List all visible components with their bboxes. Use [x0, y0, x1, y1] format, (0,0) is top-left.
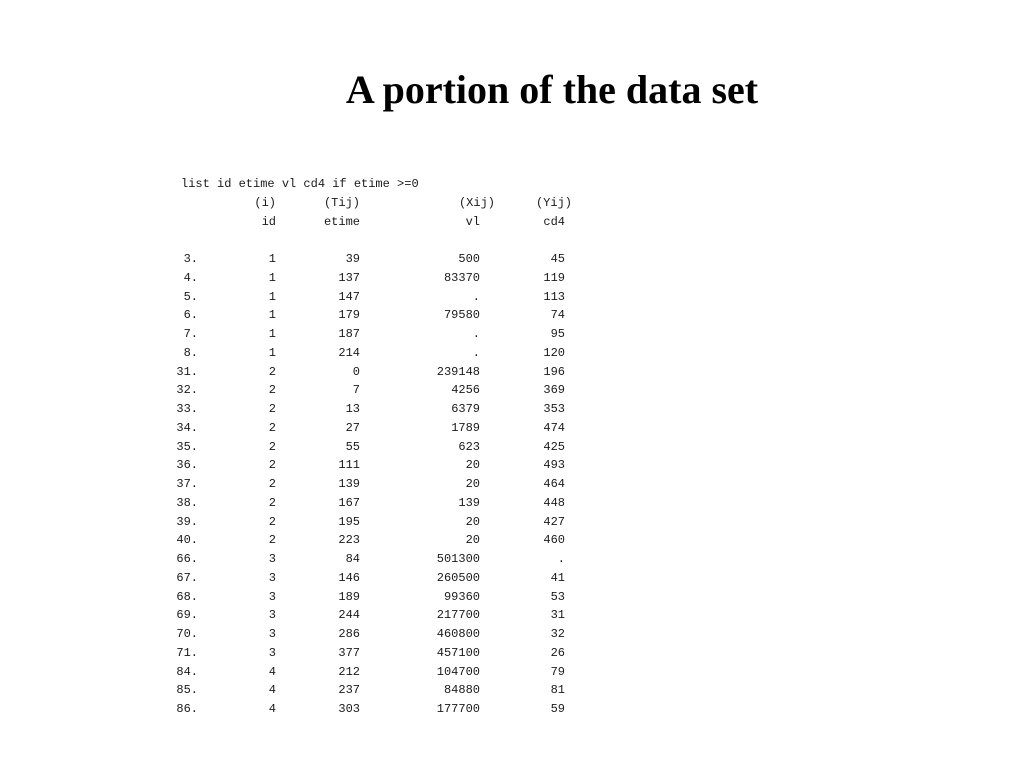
row-etime: 55	[345, 439, 360, 454]
row-etime: 286	[338, 627, 360, 641]
row-obs-number: 68.	[176, 589, 198, 604]
row-etime: 137	[338, 270, 360, 285]
row-id: 4	[268, 702, 276, 716]
row-id: 2	[268, 458, 276, 473]
row-cd4: 119	[543, 270, 565, 285]
row-etime: 187	[338, 327, 360, 341]
row-vl: 501300	[436, 552, 480, 566]
row-id: 3	[268, 552, 276, 566]
row-obs-number: 35.	[176, 439, 198, 454]
row-cd4: 425	[543, 439, 565, 454]
table-row	[0, 456, 600, 474]
row-vl: 500	[458, 252, 480, 266]
row-obs-number: 33.	[176, 402, 198, 416]
row-id: 1	[268, 327, 276, 341]
table-row	[0, 475, 600, 493]
row-vl: 623	[458, 439, 480, 454]
row-cd4: 460	[543, 533, 565, 548]
row-id: 3	[268, 589, 276, 604]
row-vl: 104700	[436, 664, 480, 679]
row-etime: 0	[352, 364, 360, 379]
row-vl: 4256	[451, 383, 480, 398]
row-vl: 1789	[451, 420, 480, 435]
row-etime: 139	[338, 477, 360, 491]
row-obs-number: 38.	[176, 495, 198, 510]
table-row	[0, 569, 600, 587]
row-obs-number: 8.	[183, 345, 198, 360]
header-etime-notation: (Tij)	[323, 196, 360, 210]
table-row	[0, 606, 600, 624]
row-id: 2	[268, 402, 276, 416]
header-vl-notation: (Xij)	[458, 196, 495, 210]
row-cd4: 53	[550, 589, 565, 604]
row-vl: 457100	[436, 645, 480, 660]
row-cd4: 32	[550, 627, 565, 641]
row-vl: 460800	[436, 627, 480, 641]
table-row	[0, 588, 600, 606]
header-cd4: cd4	[543, 215, 565, 229]
row-cd4: 81	[550, 683, 565, 698]
row-obs-number: 36.	[176, 458, 198, 473]
row-id: 2	[268, 439, 276, 454]
row-obs-number: 6.	[183, 308, 198, 323]
row-id: 2	[268, 477, 276, 491]
row-obs-number: 37.	[176, 477, 198, 491]
slide-title: A portion of the data set	[345, 67, 759, 112]
row-cd4: 196	[543, 364, 565, 379]
row-vl: 217700	[436, 608, 480, 623]
row-cd4: 493	[543, 458, 565, 473]
table-row	[0, 363, 600, 381]
row-etime: 27	[345, 420, 360, 435]
header-row-varnames	[0, 213, 600, 231]
row-cd4: 74	[550, 308, 565, 323]
header-id-notation: (i)	[254, 196, 276, 210]
row-vl: 177700	[436, 702, 480, 716]
table-row	[0, 288, 600, 306]
header-etime: etime	[323, 215, 360, 229]
row-etime: 13	[345, 402, 360, 416]
table-row	[0, 344, 600, 362]
row-vl: 20	[465, 514, 480, 529]
row-etime: 244	[338, 608, 360, 623]
row-etime: 147	[338, 289, 360, 304]
header-id: id	[261, 215, 276, 229]
row-etime: 223	[338, 533, 360, 548]
row-obs-number: 7.	[183, 327, 198, 341]
row-id: 1	[268, 308, 276, 323]
row-obs-number: 32.	[176, 383, 198, 398]
row-cd4: 448	[543, 495, 565, 510]
row-cd4: 369	[543, 383, 565, 398]
row-cd4: 474	[543, 420, 565, 435]
table-row	[0, 381, 600, 399]
table-row	[0, 400, 600, 418]
row-id: 1	[268, 252, 276, 266]
table-row	[0, 494, 600, 512]
row-obs-number: 3.	[183, 252, 198, 266]
row-id: 3	[268, 645, 276, 660]
row-cd4: 95	[550, 327, 565, 341]
row-vl: 20	[465, 533, 480, 548]
list-command: list id etime vl cd4 if etime >=0	[181, 177, 419, 191]
row-cd4: 427	[543, 514, 565, 529]
row-obs-number: 5.	[183, 289, 198, 304]
table-row	[0, 625, 600, 643]
row-cd4: 26	[550, 645, 565, 660]
row-id: 3	[268, 627, 276, 641]
row-etime: 189	[338, 589, 360, 604]
row-obs-number: 86.	[176, 702, 198, 716]
row-cd4: 464	[543, 477, 565, 491]
table-row	[0, 513, 600, 531]
table-row	[0, 438, 600, 456]
table-row	[0, 681, 600, 699]
table-row	[0, 700, 600, 718]
row-id: 1	[268, 345, 276, 360]
row-obs-number: 69.	[176, 608, 198, 623]
row-id: 2	[268, 495, 276, 510]
row-id: 1	[268, 270, 276, 285]
table-row	[0, 644, 600, 662]
row-cd4: 120	[543, 345, 565, 360]
row-etime: 303	[338, 702, 360, 716]
row-id: 2	[268, 514, 276, 529]
row-obs-number: 70.	[176, 627, 198, 641]
row-obs-number: 66.	[176, 552, 198, 566]
row-vl: 239148	[436, 364, 480, 379]
row-obs-number: 31.	[176, 364, 198, 379]
row-id: 2	[268, 420, 276, 435]
row-vl: .	[472, 345, 480, 360]
row-id: 2	[268, 364, 276, 379]
table-row	[0, 325, 600, 343]
table-row	[0, 663, 600, 681]
header-cd4-notation: (Yij)	[535, 196, 572, 210]
table-row	[0, 419, 600, 437]
row-cd4: 353	[543, 402, 565, 416]
row-cd4: 41	[550, 570, 565, 585]
row-id: 3	[268, 570, 276, 585]
row-etime: 212	[338, 664, 360, 679]
row-etime: 377	[338, 645, 360, 660]
row-cd4: 59	[550, 702, 565, 716]
table-row	[0, 306, 600, 324]
row-obs-number: 39.	[176, 514, 198, 529]
row-obs-number: 67.	[176, 570, 198, 585]
row-obs-number: 4.	[183, 270, 198, 285]
row-cd4: 45	[550, 252, 565, 266]
row-vl: 260500	[436, 570, 480, 585]
row-id: 2	[268, 383, 276, 398]
row-etime: 179	[338, 308, 360, 323]
row-cd4: 113	[543, 289, 565, 304]
header-row-notation	[0, 194, 600, 212]
row-etime: 195	[338, 514, 360, 529]
row-etime: 39	[345, 252, 360, 266]
row-etime: 237	[338, 683, 360, 698]
header-vl: vl	[465, 215, 480, 229]
row-obs-number: 85.	[176, 683, 198, 698]
row-vl: 84880	[443, 683, 480, 698]
row-id: 3	[268, 608, 276, 623]
row-etime: 146	[338, 570, 360, 585]
row-id: 4	[268, 664, 276, 679]
row-vl: 99360	[443, 589, 480, 604]
row-obs-number: 84.	[176, 664, 198, 679]
table-row	[0, 531, 600, 549]
row-vl: 83370	[443, 270, 480, 285]
row-id: 1	[268, 289, 276, 304]
row-obs-number: 40.	[176, 533, 198, 548]
row-vl: .	[472, 327, 480, 341]
row-vl: 79580	[443, 308, 480, 323]
row-vl: 20	[465, 458, 480, 473]
row-obs-number: 71.	[176, 645, 198, 660]
row-etime: 214	[338, 345, 360, 360]
table-row	[0, 550, 600, 568]
row-vl: 20	[465, 477, 480, 491]
row-etime: 111	[338, 458, 360, 473]
row-vl: .	[472, 289, 480, 304]
row-cd4: 79	[550, 664, 565, 679]
row-cd4: .	[557, 552, 565, 566]
row-vl: 6379	[451, 402, 480, 416]
row-etime: 167	[338, 495, 360, 510]
row-id: 4	[268, 683, 276, 698]
table-row	[0, 269, 600, 287]
row-etime: 7	[352, 383, 360, 398]
table-row	[0, 250, 600, 268]
row-obs-number: 34.	[176, 420, 198, 435]
row-etime: 84	[345, 552, 360, 566]
row-id: 2	[268, 533, 276, 548]
row-cd4: 31	[550, 608, 565, 623]
row-vl: 139	[458, 495, 480, 510]
